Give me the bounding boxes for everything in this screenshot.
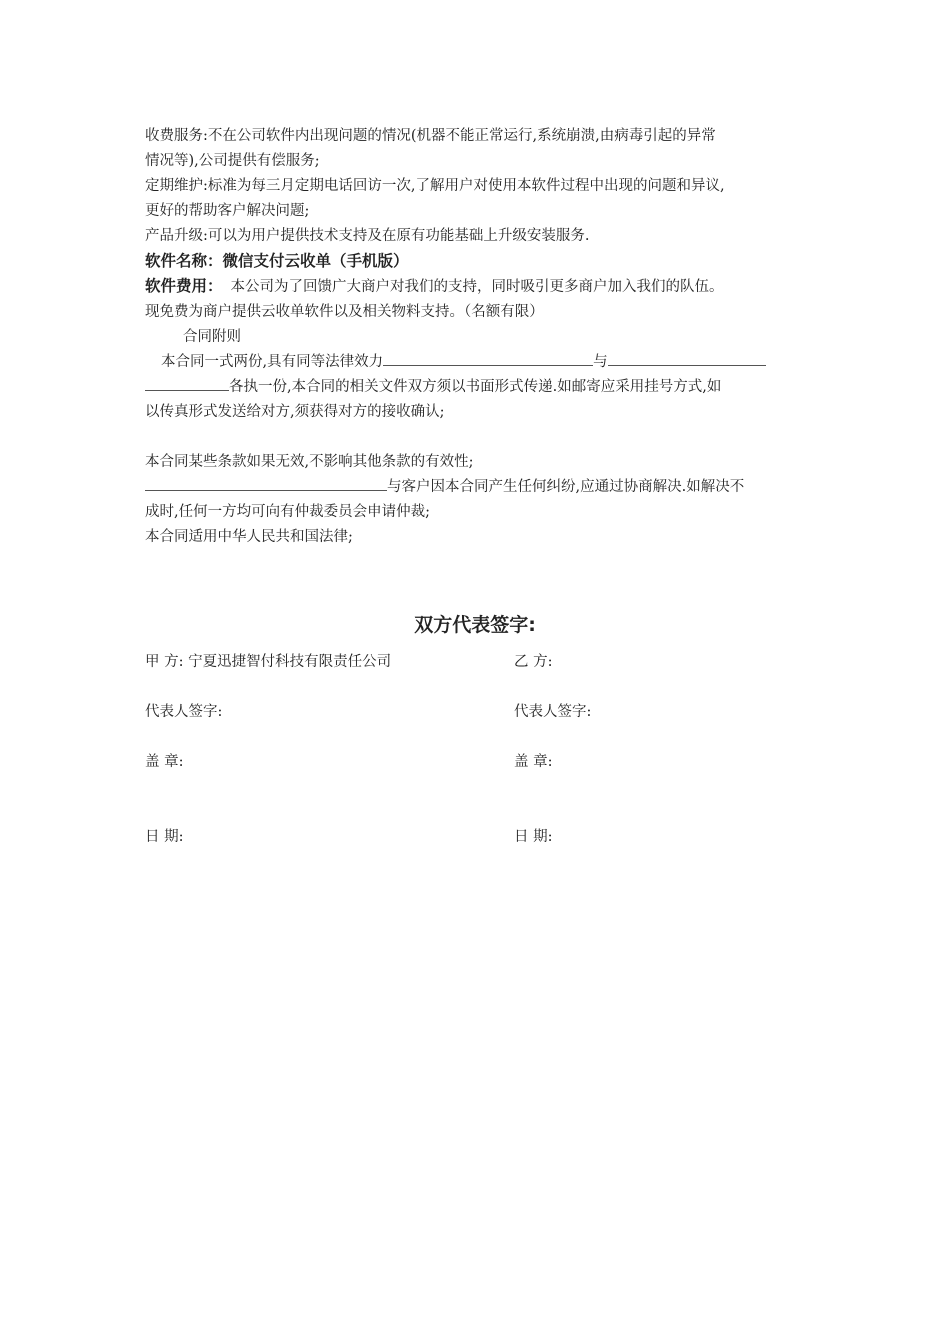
software-fee-label: 软件费用： [145,277,223,295]
dispute-line-2: 成时,任何一方均可向有仲裁委员会申请仲裁; [145,504,430,520]
dispute-line-1 [145,475,815,500]
blank-underline-3 [145,375,229,391]
rep-a-label: 代表人签字: [145,704,223,720]
law-line: 本合同适用中华人民共和国法律; [145,529,353,545]
party-a-label: 甲 方: 宁夏迅捷智付科技有限责任公司 [145,654,392,670]
software-fee-text: 本公司为了回馈广大商户对我们的支持，同时吸引更多商户加入我们的队伍。 [230,279,724,295]
maintenance-line-2: 更好的帮助客户解决问题; [145,203,310,219]
fee-service-line-2: 情况等),公司提供有偿服务; [145,153,320,169]
date-b-label: 日 期: [514,829,553,845]
software-fee-line-1 [145,274,815,300]
software-name-heading: 软件名称：微信支付云收单（手机版） [145,252,409,270]
party-b-label: 乙 方: [514,654,553,670]
invalid-clause-line: 本合同某些条款如果无效,不影响其他条款的有效性; [145,454,474,470]
seal-b-label: 盖 章: [514,754,553,770]
rep-b-label: 代表人签字: [514,704,592,720]
signature-title: 双方代表签字: [414,614,536,636]
contract-body [145,124,815,550]
copies-line-1 [145,350,815,375]
copies-line-3: 以传真形式发送给对方,须获得对方的接收确认; [145,404,445,420]
upgrade-line: 产品升级:可以为用户提供技术支持及在原有功能基础上升级安装服务. [145,228,590,244]
copies-line-2 [145,375,815,400]
blank-underline-4 [145,475,387,491]
blank-underline-2 [608,350,766,366]
blank-underline-1 [383,350,593,366]
fee-service-line-1: 收费服务:不在公司软件内出现问题的情况(机器不能正常运行,系统崩溃,由病毒引起的异常 [145,128,716,144]
copies-text-b: 与 [593,354,608,370]
copies-text-a: 本合同一式两份,具有同等法律效力 [161,354,384,370]
appendix-title: 合同附则 [183,329,241,345]
copies-text-c: 各执一份,本合同的相关文件双方须以书面形式传递.如邮寄应采用挂号方式,如 [229,379,722,395]
maintenance-line-1: 定期维护:标准为每三月定期电话回访一次,了解用户对使用本软件过程中出现的问题和异议, [145,178,725,194]
date-a-label: 日 期: [145,829,184,845]
dispute-text: 与客户因本合同产生任何纠纷,应通过协商解决.如解决不 [387,479,745,495]
software-fee-line-2: 现免费为商户提供云收单软件以及相关物料支持。（名额有限） [145,304,544,320]
seal-a-label: 盖 章: [145,754,184,770]
